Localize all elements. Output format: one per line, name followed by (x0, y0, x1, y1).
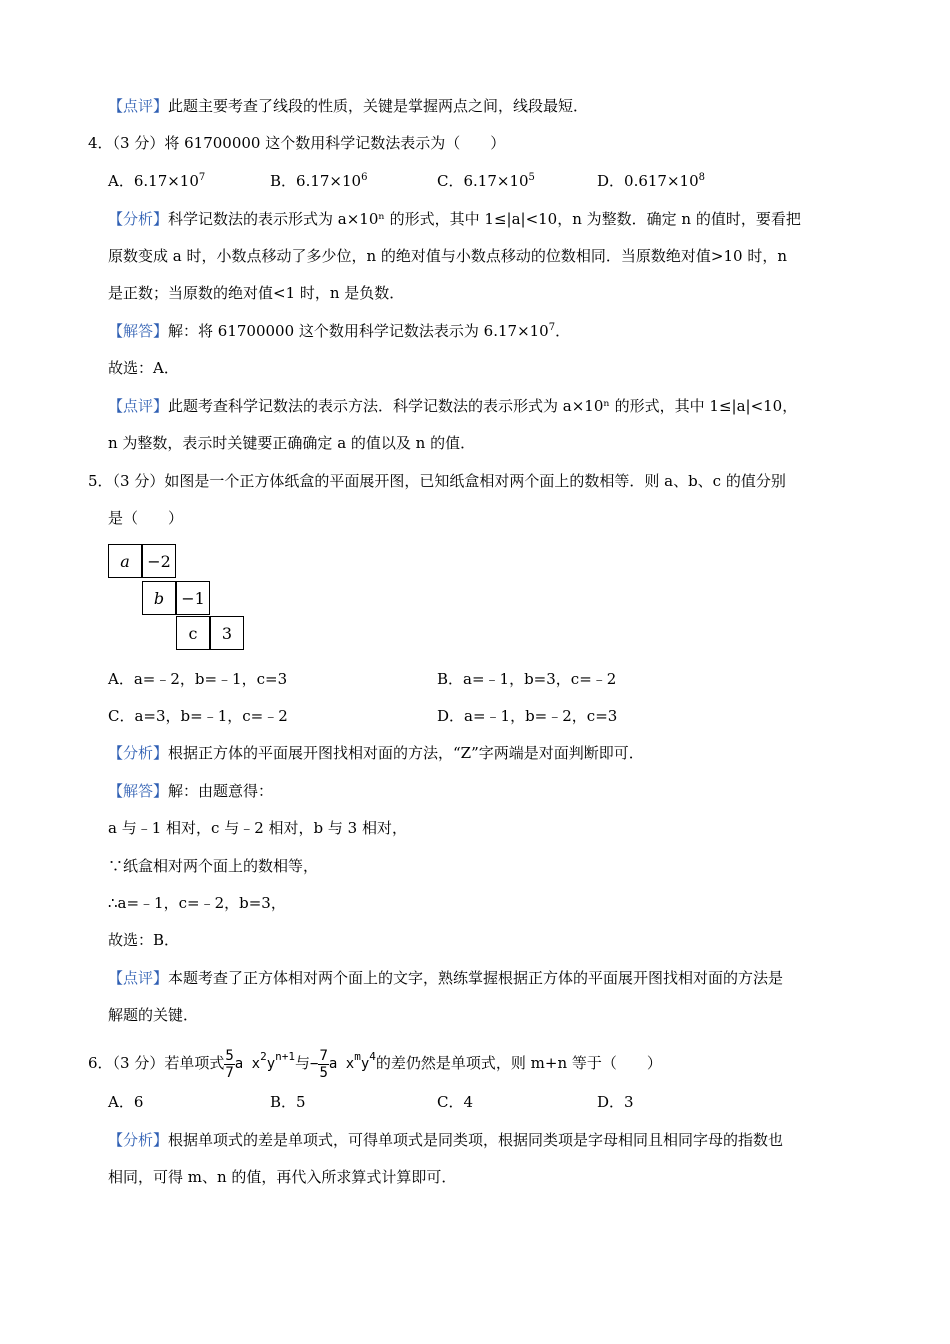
q6-option-a[interactable]: A．6 (108, 1093, 144, 1111)
q4-comment-line-1: 【点评】此题考查科学记数法的表示方法．科学记数法的表示形式为 a×10ⁿ 的形式，其中 1≤|a|<10， (108, 397, 798, 415)
q6-option-d[interactable]: D．3 (597, 1093, 634, 1111)
analysis-tag: 【分析】 (108, 1131, 169, 1149)
q5-option-d[interactable]: D．a=﹣1，b=﹣2，c=3 (437, 707, 618, 725)
net-cell-b: b (142, 581, 176, 615)
q6-option-b[interactable]: B．5 (270, 1093, 306, 1111)
net-cell-minus-2: −2 (142, 544, 176, 578)
q4-analysis-line-3: 是正数；当原数的绝对值<1 时，n 是负数． (108, 284, 405, 302)
net-cell-minus-1: −1 (176, 581, 210, 615)
answer-tag: 【解答】 (108, 782, 169, 800)
fraction-5-7: $\frac{5}{7}$ (225, 1047, 234, 1081)
comment-tag: 【点评】 (108, 969, 169, 987)
q5-stem-line-1: 5．（3 分）如图是一个正方体纸盒的平面展开图，已知纸盒相对两个面上的数相等．则 a、b、c 的值分别 (88, 472, 786, 490)
q5-comment-line-2: 解题的关键． (108, 1006, 199, 1024)
q6-stem: 6．（3 分）若单项式 $\frac{5}{7}$ a $x^2y^{n+1}$与− $\frac{7}{5}$ a $x^my^4$的差仍然是单项式，则 m+n 等于（ ） (88, 1047, 662, 1081)
q3-comment (108, 95, 588, 117)
q5-option-b[interactable]: B．a=﹣1，b=3，c=﹣2 (437, 670, 617, 688)
comment-tag: 【点评】 (108, 397, 169, 415)
q6-analysis-line-2: 相同，可得 m、n 的值，再代入所求算式计算即可． (108, 1168, 457, 1186)
fraction-7-5: $\frac{7}{5}$ (319, 1047, 328, 1081)
q5-stem-line-2: 是（ ） (108, 509, 184, 527)
q5-option-a[interactable]: A．a=﹣2，b=﹣1，c=3 (108, 670, 288, 688)
q5-answer-line-4: ∴a=﹣1，c=﹣2，b=3， (108, 894, 286, 912)
q4-choice: 故选：A． (108, 359, 179, 377)
q4-stem: 4．（3 分）将 61700000 这个数用科学记数法表示为（ ） (88, 134, 506, 152)
comment-tag: 【点评】 (108, 97, 169, 115)
q5-comment-line-1: 【点评】本题考查了正方体相对两个面上的文字，熟练掌握根据正方体的平面展开图找相对面的方法是 (108, 969, 784, 987)
q5-option-c[interactable]: C．a=3，b=﹣1，c=﹣2 (108, 707, 288, 725)
q4-option-c[interactable]: C．$6.17\times 10^5$ (437, 172, 535, 190)
net-cell-a: a (108, 544, 142, 578)
q5-analysis: 【分析】根据正方体的平面展开图找相对面的方法，“Z”字两端是对面判断即可． (108, 744, 644, 762)
cube-net-figure (108, 544, 248, 652)
q5-answer-line-1: 【解答】解：由题意得： (108, 782, 274, 800)
q4-option-a[interactable]: A．$6.17\times 10^7$ (108, 172, 206, 190)
q4-analysis-line-2: 原数变成 a 时，小数点移动了多少位，n 的绝对值与小数点移动的位数相同．当原数绝对值>10 时，n (108, 247, 787, 265)
analysis-tag: 【分析】 (108, 744, 169, 762)
q4-comment-line-2: n 为整数，表示时关键要正确确定 a 的值以及 n 的值． (108, 434, 476, 452)
q5-choice: 故选：B． (108, 931, 180, 949)
comment-text: 此题主要考查了线段的性质，关键是掌握两点之间，线段最短． (168, 97, 589, 115)
net-cell-3: 3 (210, 616, 244, 650)
q4-option-d[interactable]: D．$0.617\times 10^8$ (597, 172, 705, 190)
answer-tag: 【解答】 (108, 322, 169, 340)
q5-answer-line-2: a 与﹣1 相对，c 与﹣2 相对，b 与 3 相对， (108, 819, 407, 837)
q6-analysis-line-1: 【分析】根据单项式的差是单项式，可得单项式是同类项，根据同类项是字母相同且相同字母的指数也 (108, 1131, 784, 1149)
net-cell-c: c (176, 616, 210, 650)
q5-answer-line-3: ∵纸盒相对两个面上的数相等， (108, 857, 319, 875)
analysis-tag: 【分析】 (108, 210, 169, 228)
q4-answer: 【解答】解：将 61700000 这个数用科学记数法表示为 $6.17\times 10^7$． (108, 322, 571, 340)
q6-option-c[interactable]: C．4 (437, 1093, 474, 1111)
q4-analysis-line-1: 【分析】科学记数法的表示形式为 a×10ⁿ 的形式，其中 1≤|a|<10，n 为整数．确定 n 的值时，要看把 (108, 210, 801, 228)
q4-option-b[interactable]: B．$6.17\times 10^6$ (270, 172, 368, 190)
